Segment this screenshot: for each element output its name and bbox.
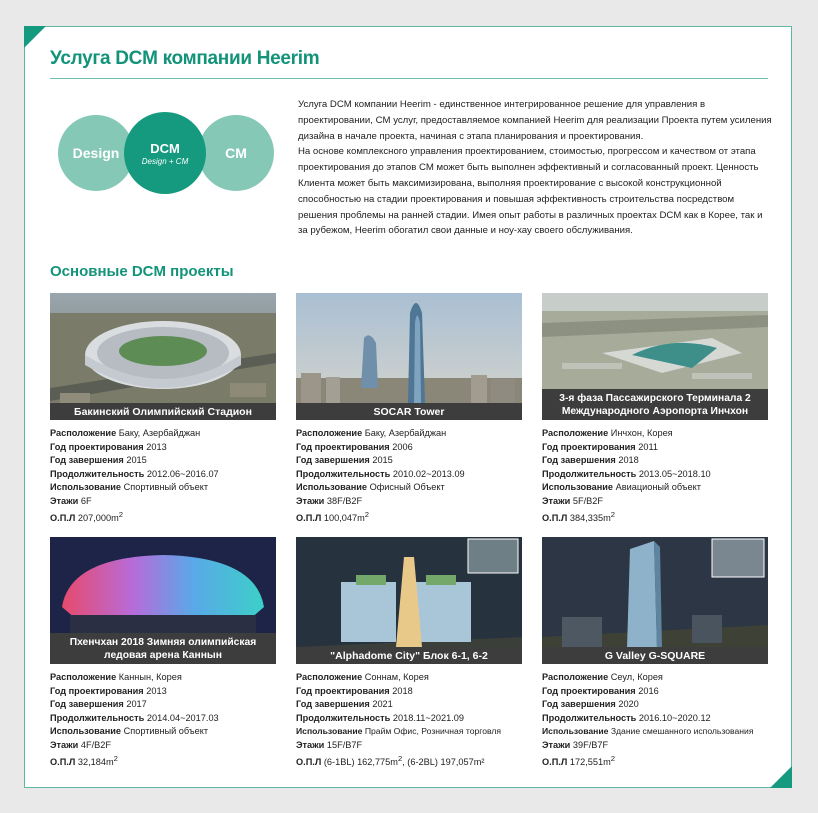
label-duration: Продолжительность — [296, 712, 391, 723]
project-caption: 3-я фаза Пассажирского Терминала 2 Международного Аэропорта Инчхон — [542, 389, 768, 420]
project-photo-g-square — [542, 537, 768, 664]
label-design-year: Год проектирования — [542, 441, 636, 452]
label-design-year: Год проектирования — [296, 441, 390, 452]
diagram-design-label: Design — [72, 145, 120, 161]
value-completion-year: 2015 — [372, 455, 393, 465]
label-gfa: О.П.Л — [50, 513, 76, 524]
label-use: Использование — [296, 482, 368, 492]
project-info — [50, 427, 290, 526]
value-location: Соннам, Корея — [364, 672, 429, 682]
project-caption: "Alphadome City" Блок 6-1, 6-2 — [296, 647, 522, 664]
value-floors: 5F/B2F — [572, 495, 603, 506]
value-floors: 6F — [80, 495, 92, 506]
value-gfa: 384,335m — [569, 513, 611, 524]
label-floors: Этажи — [50, 495, 79, 506]
label-design-year: Год проектирования — [296, 685, 390, 696]
value-design-year: 2018 — [392, 685, 413, 696]
page-title: Услуга DCM компании Heerim — [50, 48, 320, 69]
label-floors: Этажи — [296, 495, 325, 506]
value-use: Авиационый объект — [615, 482, 701, 492]
label-location: Расположение — [50, 672, 117, 682]
project-caption: Бакинский Олимпийский Стадион — [50, 403, 276, 420]
gfa-superscript: 2 — [364, 510, 370, 519]
project-info — [50, 671, 290, 770]
label-duration: Продолжительность — [542, 712, 637, 723]
value-duration: 2012.06~2016.07 — [146, 468, 219, 479]
label-floors: Этажи — [542, 495, 571, 506]
gfa-superscript: 2 — [397, 754, 403, 763]
label-location: Расположение — [542, 672, 609, 682]
label-use: Использование — [542, 726, 609, 736]
label-floors: Этажи — [296, 739, 325, 750]
label-gfa: О.П.Л — [296, 757, 322, 768]
title-divider — [50, 78, 768, 79]
project-photo-socar-tower — [296, 293, 522, 420]
value-use: Прайм Офис, Розничная торговля — [364, 726, 502, 736]
label-use: Использование — [50, 726, 122, 736]
project-caption: SOCAR Tower — [296, 403, 522, 420]
label-floors: Этажи — [542, 739, 571, 750]
value-duration: 2016.10~2020.12 — [638, 712, 711, 723]
value-duration: 2018.11~2021.09 — [392, 712, 464, 723]
value-gfa: 32,184m — [77, 757, 114, 768]
label-use: Использование — [50, 482, 122, 492]
label-duration: Продолжительность — [50, 712, 145, 723]
value-location: Баку, Азербайджан — [118, 428, 201, 438]
intro-text — [298, 97, 773, 239]
label-gfa: О.П.Л — [296, 513, 322, 524]
section-title: Основные DCM проекты — [50, 263, 234, 280]
value-location: Сеул, Корея — [610, 672, 663, 682]
value-design-year: 2013 — [146, 441, 167, 452]
value-use: Спортивный объект — [123, 482, 209, 492]
label-design-year: Год проектирования — [50, 685, 144, 696]
label-completion-year: Год завершения — [296, 699, 370, 709]
value-gfa: (6-1BL) 162,775m — [323, 757, 398, 768]
label-completion-year: Год завершения — [50, 455, 124, 465]
label-use: Использование — [542, 482, 614, 492]
value-use: Офисный Объект — [369, 482, 445, 492]
diagram-cm-label: CM — [225, 145, 247, 161]
value-gfa: 207,000m — [77, 513, 119, 524]
label-duration: Продолжительность — [296, 468, 391, 479]
value-duration: 2010.02~2013.09 — [392, 468, 465, 479]
project-photo-stadium — [50, 293, 276, 420]
corner-decoration-top-left — [24, 26, 46, 48]
intro-paragraph-1: Услуга DCM компании Heerim - единственное интегрированное решение для управления в проектировании, CM услуг, предоставляемое компанией Heerim для реализации Проекта путем усиления дизайна в начале проекта, начиная с этапа планирования и проектирования. — [298, 99, 772, 142]
value-floors: 15F/B7F — [326, 739, 363, 750]
project-photo-alphadome-city — [296, 537, 522, 664]
intro-paragraph-2: На основе комплексного управления проектированием, стоимостью, прогрессом и качеством от этапа проектирования до этапов CM может быть выполнен эффективный и согласованный проект. Ценность Клиента может быть максимизирована, выполняя проектирование с высокой конструкционной способностью на стадии проектирования и повышая эффективность строительства посредством решения проблемы на ранней стадии. Имея опыт работы в различных проектах DCM как в Корее, так и за рубежом, Heerim обогатил свои данные и ноу-хау своего обслуживания. — [298, 146, 763, 237]
value-completion-year: 2017 — [126, 699, 147, 709]
value-gfa-extra: , (6-2BL) 197,057m² — [402, 757, 485, 768]
value-completion-year: 2021 — [372, 699, 393, 709]
value-floors: 39F/B7F — [572, 739, 609, 750]
gfa-superscript: 2 — [118, 510, 124, 519]
project-caption: G Valley G-SQUARE — [542, 647, 768, 664]
value-floors: 4F/B2F — [80, 739, 111, 750]
label-design-year: Год проектирования — [542, 685, 636, 696]
label-completion-year: Год завершения — [542, 699, 616, 709]
label-gfa: О.П.Л — [50, 757, 76, 768]
value-use: Здание смешанного использования — [610, 726, 754, 736]
label-completion-year: Год завершения — [296, 455, 370, 465]
gfa-superscript: 2 — [113, 754, 118, 763]
value-design-year: 2011 — [638, 441, 659, 452]
label-location: Расположение — [296, 428, 363, 438]
label-duration: Продолжительность — [542, 468, 637, 479]
project-caption: Пхенчхан 2018 Зимняя олимпийская ледовая арена Каннын — [50, 633, 276, 664]
value-completion-year: 2018 — [618, 455, 639, 465]
label-design-year: Год проектирования — [50, 441, 144, 452]
label-duration: Продолжительность — [50, 468, 145, 479]
label-use: Использование — [296, 726, 363, 736]
diagram-cm-circle — [198, 115, 274, 191]
value-gfa: 172,551m — [569, 757, 611, 768]
value-floors: 38F/B2F — [326, 495, 363, 506]
gfa-superscript: 2 — [610, 510, 616, 519]
value-location: Инчхон, Корея — [610, 428, 673, 438]
diagram-dcm-sublabel: Design + CM — [141, 156, 189, 166]
label-floors: Этажи — [50, 739, 79, 750]
value-completion-year: 2020 — [618, 699, 639, 709]
value-duration: 2013.05~2018.10 — [638, 468, 711, 479]
value-completion-year: 2015 — [126, 455, 147, 465]
value-design-year: 2013 — [146, 685, 167, 696]
value-design-year: 2006 — [392, 441, 413, 452]
value-design-year: 2016 — [638, 685, 659, 696]
value-use: Спортивный объект — [123, 726, 209, 736]
label-location: Расположение — [296, 672, 363, 682]
project-info — [542, 427, 782, 526]
gfa-superscript: 2 — [610, 754, 616, 763]
diagram-dcm-circle — [124, 112, 206, 194]
project-info — [296, 671, 536, 770]
label-location: Расположение — [50, 428, 117, 438]
project-info — [296, 427, 536, 526]
value-location: Баку, Азербайджан — [364, 428, 447, 438]
label-location: Расположение — [542, 428, 609, 438]
diagram-dcm-label: DCM — [150, 140, 180, 156]
value-duration: 2014.04~2017.03 — [146, 712, 219, 723]
label-completion-year: Год завершения — [50, 699, 124, 709]
project-info — [542, 671, 782, 770]
label-gfa: О.П.Л — [542, 757, 568, 768]
label-gfa: О.П.Л — [542, 513, 568, 524]
label-completion-year: Год завершения — [542, 455, 616, 465]
value-gfa: 100,047m — [323, 513, 365, 524]
diagram-design-circle — [58, 115, 134, 191]
value-location: Каннын, Корея — [118, 672, 182, 682]
